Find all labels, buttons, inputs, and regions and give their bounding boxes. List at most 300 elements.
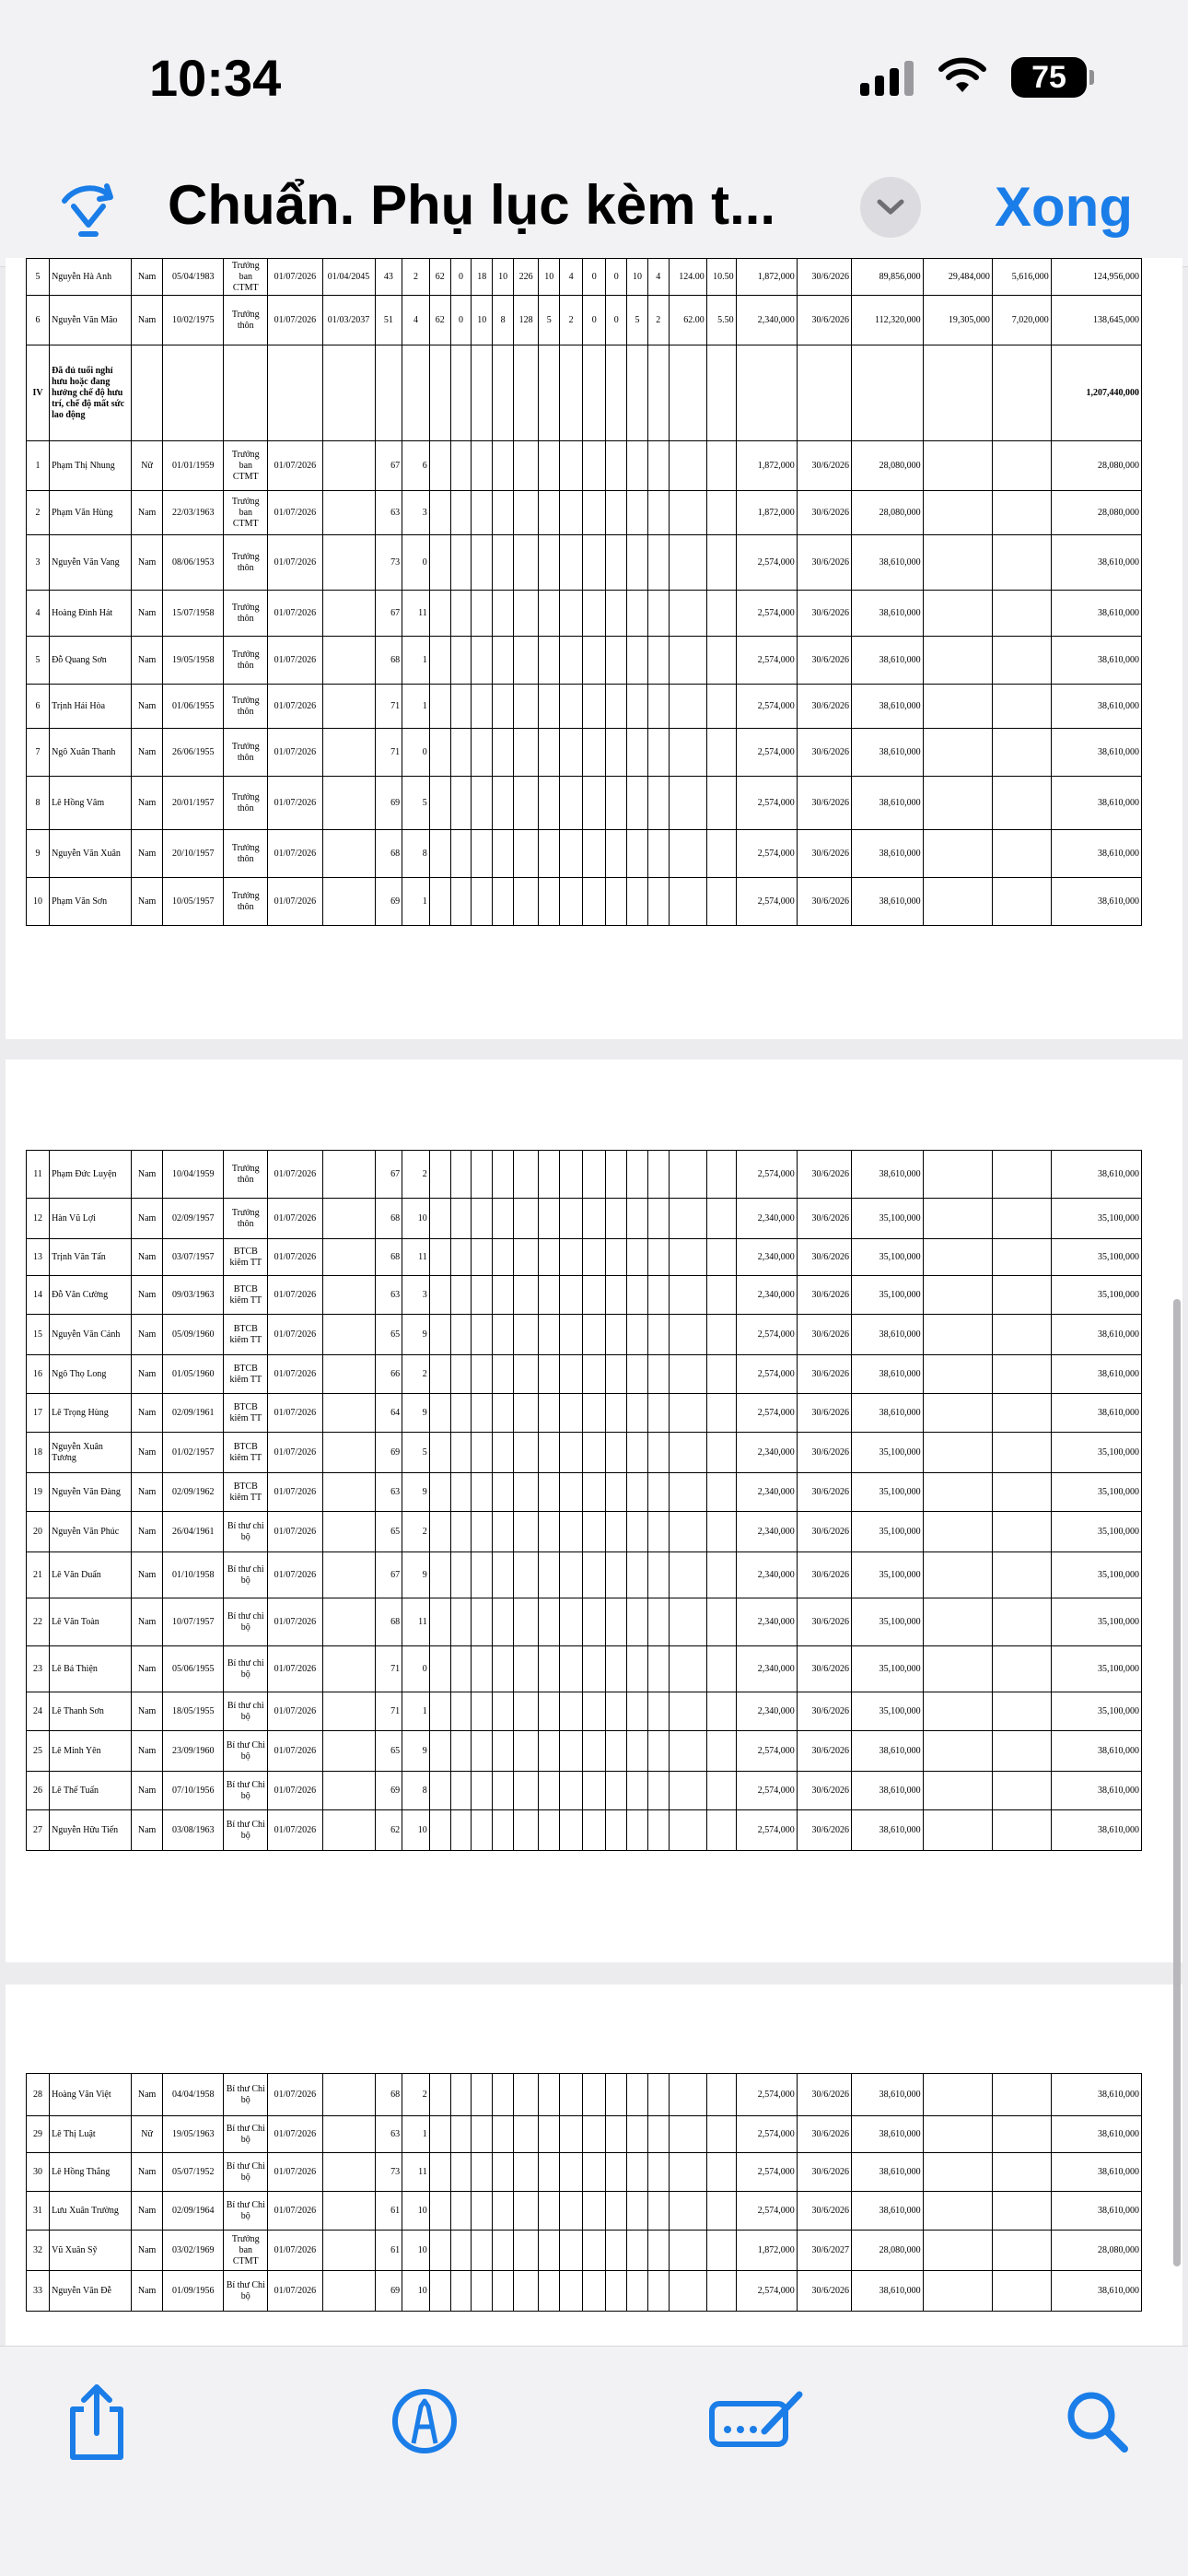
- table-cell: Lê Văn Duẩn: [50, 1552, 132, 1598]
- table-row: [27, 2271, 1142, 2312]
- table-cell: [450, 1552, 472, 1598]
- table-cell: 30/6/2026: [797, 1276, 851, 1315]
- table-cell: [429, 1276, 450, 1315]
- pdf-page-2: [6, 1060, 1182, 1962]
- table-cell: 69: [375, 1433, 402, 1473]
- table-cell: [669, 637, 706, 685]
- table-cell: Nguyễn Hà Anh: [50, 259, 132, 296]
- table-cell: Trưởng ban CTMT: [224, 2231, 268, 2271]
- cellular-signal-icon: [860, 59, 914, 96]
- table-cell: 35,100,000: [852, 1276, 924, 1315]
- table-cell: [583, 2153, 606, 2192]
- table-cell: [669, 345, 706, 441]
- table-cell: [472, 685, 493, 729]
- table-cell: 15: [27, 1315, 50, 1355]
- table-cell: 2,340,000: [736, 1433, 797, 1473]
- table-cell: 01/02/1957: [163, 1433, 224, 1473]
- table-cell: [322, 1598, 375, 1646]
- table-cell: Nguyễn Văn Vang: [50, 535, 132, 591]
- table-cell: 13: [27, 1239, 50, 1276]
- table-cell: [493, 637, 514, 685]
- table-cell: 01/07/2026: [268, 830, 322, 878]
- table-row: [27, 535, 1142, 591]
- table-cell: 30/6/2026: [797, 1315, 851, 1355]
- table-cell: [627, 2231, 648, 2271]
- table-cell: 21: [27, 1552, 50, 1598]
- table-cell: 0: [583, 259, 606, 296]
- table-cell: [513, 1598, 538, 1646]
- table-cell: 10: [472, 296, 493, 345]
- table-cell: 0: [450, 296, 472, 345]
- table-cell: Nam: [132, 1692, 163, 1731]
- table-cell: 2: [402, 259, 430, 296]
- table-cell: 01/07/2026: [268, 1473, 322, 1512]
- table-cell: [923, 2153, 992, 2192]
- table-cell: [429, 878, 450, 926]
- table-cell: [647, 1598, 669, 1646]
- table-cell: 01/07/2026: [268, 2116, 322, 2153]
- table-cell: [583, 1598, 606, 1646]
- table-cell: [706, 1473, 736, 1512]
- table-cell: 71: [375, 685, 402, 729]
- table-cell: [627, 1315, 648, 1355]
- table-cell: 66: [375, 1355, 402, 1394]
- table-cell: [513, 1552, 538, 1598]
- table-cell: [647, 1276, 669, 1315]
- table-cell: [923, 2074, 992, 2116]
- table-cell: Nam: [132, 2271, 163, 2312]
- table-cell: IV: [27, 345, 50, 441]
- table-cell: 19/05/1963: [163, 2116, 224, 2153]
- table-cell: [706, 1239, 736, 1276]
- table-cell: 4: [647, 259, 669, 296]
- table-cell: [992, 777, 1051, 830]
- table-row: [27, 1731, 1142, 1772]
- table-cell: Lê Thế Tuấn: [50, 1772, 132, 1810]
- table-cell: [992, 1355, 1051, 1394]
- table-cell: 10/02/1975: [163, 296, 224, 345]
- table-cell: 2,574,000: [736, 830, 797, 878]
- table-cell: 10: [402, 2271, 430, 2312]
- table-cell: [493, 1598, 514, 1646]
- table-cell: [513, 1199, 538, 1239]
- table-cell: 01/07/2026: [268, 2271, 322, 2312]
- table-cell: 2,574,000: [736, 637, 797, 685]
- table-cell: 67: [375, 441, 402, 491]
- markup-pen-icon: [390, 2386, 460, 2456]
- table-cell: 2: [27, 491, 50, 535]
- table-cell: 01/07/2026: [268, 296, 322, 345]
- table-cell: [627, 2116, 648, 2153]
- table-cell: 12: [27, 1199, 50, 1239]
- table-cell: 20/01/1957: [163, 777, 224, 830]
- table-cell: [493, 535, 514, 591]
- table-cell: [493, 1731, 514, 1772]
- table-cell: [450, 1199, 472, 1239]
- table-cell: [322, 777, 375, 830]
- table-cell: [450, 1731, 472, 1772]
- table-cell: [493, 1772, 514, 1810]
- table-cell: 2,574,000: [736, 2116, 797, 2153]
- table-cell: 11: [402, 1239, 430, 1276]
- table-cell: 30/6/2026: [797, 637, 851, 685]
- table-cell: 6: [27, 296, 50, 345]
- table-cell: 38,610,000: [852, 2192, 924, 2231]
- allowance-table-page-3: [26, 2073, 1142, 2312]
- share-button[interactable]: [55, 2380, 138, 2463]
- table-cell: Nam: [132, 1473, 163, 1512]
- table-cell: [322, 2116, 375, 2153]
- table-cell: Bí thư Chi bộ: [224, 2192, 268, 2231]
- table-cell: [706, 345, 736, 441]
- table-cell: [706, 1646, 736, 1692]
- table-cell: [647, 2271, 669, 2312]
- table-cell: 2: [647, 296, 669, 345]
- table-cell: [992, 1810, 1051, 1851]
- table-cell: [539, 2074, 560, 2116]
- table-cell: [706, 2271, 736, 2312]
- table-cell: 30/6/2026: [797, 2116, 851, 2153]
- table-cell: 19: [27, 1473, 50, 1512]
- table-cell: [923, 729, 992, 777]
- table-cell: [560, 591, 583, 637]
- table-cell: [606, 491, 627, 535]
- table-cell: [539, 1552, 560, 1598]
- table-cell: 11: [402, 2153, 430, 2192]
- table-cell: [647, 1772, 669, 1810]
- table-cell: 67: [375, 591, 402, 637]
- done-button[interactable]: Xong: [995, 176, 1133, 238]
- table-row: [27, 830, 1142, 878]
- table-cell: Nguyễn Văn Đàng: [50, 1473, 132, 1512]
- share-icon: [60, 2380, 134, 2463]
- table-cell: [429, 637, 450, 685]
- table-cell: [429, 830, 450, 878]
- table-cell: [322, 1151, 375, 1199]
- table-cell: [647, 830, 669, 878]
- table-cell: [583, 591, 606, 637]
- table-cell: [450, 1355, 472, 1394]
- table-cell: [493, 1692, 514, 1731]
- table-cell: [322, 1239, 375, 1276]
- table-cell: [450, 2231, 472, 2271]
- table-cell: [606, 1394, 627, 1433]
- table-cell: [472, 1433, 493, 1473]
- table-cell: 9: [402, 1315, 430, 1355]
- table-cell: [472, 2116, 493, 2153]
- table-cell: [560, 1239, 583, 1276]
- table-cell: [706, 1598, 736, 1646]
- table-cell: [322, 1394, 375, 1433]
- table-cell: [429, 1598, 450, 1646]
- table-cell: 38,610,000: [852, 1731, 924, 1772]
- table-cell: [450, 441, 472, 491]
- table-cell: Nguyễn Văn Xuân: [50, 830, 132, 878]
- table-cell: [606, 1473, 627, 1512]
- table-cell: Vũ Xuân Sỹ: [50, 2231, 132, 2271]
- table-cell: 35,100,000: [1051, 1433, 1141, 1473]
- table-cell: [923, 1731, 992, 1772]
- table-cell: [706, 491, 736, 535]
- table-cell: Nam: [132, 1151, 163, 1199]
- table-cell: [429, 1552, 450, 1598]
- table-cell: [647, 1731, 669, 1772]
- table-cell: [472, 1355, 493, 1394]
- table-cell: 65: [375, 1512, 402, 1552]
- table-cell: [669, 2271, 706, 2312]
- table-cell: [472, 1276, 493, 1315]
- table-cell: [322, 1731, 375, 1772]
- table-cell: [923, 777, 992, 830]
- table-cell: 0: [583, 296, 606, 345]
- table-cell: [583, 830, 606, 878]
- table-cell: [627, 1552, 648, 1598]
- table-cell: [560, 777, 583, 830]
- table-cell: Trưởng thôn: [224, 878, 268, 926]
- table-cell: Nam: [132, 830, 163, 878]
- table-cell: [322, 878, 375, 926]
- table-cell: [560, 1473, 583, 1512]
- table-cell: 2,574,000: [736, 1315, 797, 1355]
- table-row: [27, 1276, 1142, 1315]
- table-row: [27, 2192, 1142, 2231]
- table-cell: 30/6/2026: [797, 777, 851, 830]
- table-cell: 35,100,000: [852, 1512, 924, 1552]
- table-cell: [647, 637, 669, 685]
- table-cell: [322, 2192, 375, 2231]
- table-cell: Lê Thanh Sơn: [50, 1692, 132, 1731]
- table-cell: 63: [375, 2116, 402, 2153]
- table-cell: 1,872,000: [736, 441, 797, 491]
- table-cell: 28,080,000: [1051, 491, 1141, 535]
- table-cell: [647, 1552, 669, 1598]
- table-cell: 01/07/2026: [268, 2153, 322, 2192]
- table-cell: 38,610,000: [852, 2074, 924, 2116]
- table-cell: [627, 491, 648, 535]
- table-cell: 01/07/2026: [268, 1810, 322, 1851]
- table-cell: 43: [375, 259, 402, 296]
- table-cell: [560, 1598, 583, 1646]
- table-cell: 38,610,000: [1051, 729, 1141, 777]
- table-cell: [163, 345, 224, 441]
- table-cell: [560, 2192, 583, 2231]
- table-cell: [706, 2074, 736, 2116]
- table-cell: Nam: [132, 2153, 163, 2192]
- table-row: [27, 1598, 1142, 1646]
- scroll-indicator[interactable]: [1173, 1299, 1181, 2266]
- markup-arrow-icon[interactable]: [55, 175, 122, 241]
- table-cell: 30/6/2026: [797, 830, 851, 878]
- table-cell: [322, 637, 375, 685]
- table-cell: [606, 2271, 627, 2312]
- table-cell: [923, 2192, 992, 2231]
- table-cell: 2,574,000: [736, 535, 797, 591]
- table-cell: [539, 637, 560, 685]
- table-cell: 05/06/1955: [163, 1646, 224, 1692]
- table-row: [27, 1394, 1142, 1433]
- table-cell: 2,574,000: [736, 2074, 797, 2116]
- table-cell: [539, 1731, 560, 1772]
- table-cell: Nam: [132, 2192, 163, 2231]
- table-cell: [513, 1692, 538, 1731]
- document-viewer[interactable]: [0, 260, 1188, 2346]
- table-cell: [583, 637, 606, 685]
- table-cell: [450, 1151, 472, 1199]
- table-cell: [450, 1239, 472, 1276]
- table-cell: [669, 1552, 706, 1598]
- table-cell: 35,100,000: [1051, 1199, 1141, 1239]
- table-cell: 2,574,000: [736, 591, 797, 637]
- table-cell: [606, 1512, 627, 1552]
- table-cell: [992, 2074, 1051, 2116]
- table-cell: 9: [27, 830, 50, 878]
- table-cell: [560, 345, 583, 441]
- table-cell: Trưởng thôn: [224, 296, 268, 345]
- table-row: [27, 1151, 1142, 1199]
- table-cell: [992, 1473, 1051, 1512]
- table-cell: [450, 1433, 472, 1473]
- table-cell: 03/08/1963: [163, 1810, 224, 1851]
- allowance-table-page-2: [26, 1150, 1142, 1851]
- table-cell: [539, 1810, 560, 1851]
- table-cell: [583, 878, 606, 926]
- table-cell: [493, 878, 514, 926]
- table-cell: 38,610,000: [852, 1355, 924, 1394]
- table-cell: Ngô Thọ Long: [50, 1355, 132, 1394]
- table-cell: [669, 1772, 706, 1810]
- table-cell: [450, 535, 472, 591]
- table-cell: 30/6/2026: [797, 535, 851, 591]
- table-cell: [322, 1512, 375, 1552]
- markup-button[interactable]: [383, 2380, 466, 2463]
- table-cell: 64: [375, 1394, 402, 1433]
- table-cell: Bí thư Chi bộ: [224, 2153, 268, 2192]
- table-cell: [429, 1355, 450, 1394]
- table-cell: Hoàng Đình Hát: [50, 591, 132, 637]
- table-cell: 62.00: [669, 296, 706, 345]
- table-cell: [992, 1731, 1051, 1772]
- table-cell: [923, 1473, 992, 1512]
- table-cell: [493, 685, 514, 729]
- table-cell: 61: [375, 2192, 402, 2231]
- table-cell: 35,100,000: [1051, 1692, 1141, 1731]
- signature-button[interactable]: [707, 2380, 809, 2463]
- table-cell: [583, 1772, 606, 1810]
- table-cell: 38,610,000: [1051, 777, 1141, 830]
- table-cell: [583, 1552, 606, 1598]
- table-cell: 67: [375, 1552, 402, 1598]
- table-cell: [322, 1199, 375, 1239]
- table-cell: [923, 1598, 992, 1646]
- table-cell: [493, 1810, 514, 1851]
- table-cell: [923, 1772, 992, 1810]
- table-cell: [627, 777, 648, 830]
- table-cell: [669, 441, 706, 491]
- table-cell: [450, 729, 472, 777]
- table-cell: [539, 2153, 560, 2192]
- table-cell: [429, 685, 450, 729]
- table-cell: [472, 1692, 493, 1731]
- table-cell: [513, 345, 538, 441]
- table-cell: Đỗ Văn Cường: [50, 1276, 132, 1315]
- table-cell: 18: [27, 1433, 50, 1473]
- table-cell: 2,574,000: [736, 2192, 797, 2231]
- table-cell: [472, 1552, 493, 1598]
- table-cell: [560, 441, 583, 491]
- table-cell: [472, 637, 493, 685]
- table-cell: 38,610,000: [1051, 685, 1141, 729]
- table-cell: [539, 1598, 560, 1646]
- table-cell: [560, 535, 583, 591]
- battery-icon: 75: [1011, 57, 1087, 98]
- table-cell: 26/04/1961: [163, 1512, 224, 1552]
- table-cell: Nam: [132, 1512, 163, 1552]
- table-cell: Trưởng thôn: [224, 535, 268, 591]
- table-cell: [450, 2192, 472, 2231]
- table-cell: 62: [429, 296, 450, 345]
- table-cell: [669, 2231, 706, 2271]
- table-cell: 5: [27, 259, 50, 296]
- table-cell: [706, 535, 736, 591]
- table-cell: [450, 1646, 472, 1692]
- table-cell: Trịnh Hải Hòa: [50, 685, 132, 729]
- table-cell: [923, 830, 992, 878]
- table-cell: 4: [402, 296, 430, 345]
- table-cell: 1,207,440,000: [1051, 345, 1141, 441]
- table-cell: [472, 2192, 493, 2231]
- table-cell: 3: [402, 1276, 430, 1315]
- table-cell: Nam: [132, 2074, 163, 2116]
- table-cell: [647, 2192, 669, 2231]
- table-cell: BTCB kiêm TT: [224, 1276, 268, 1315]
- table-cell: 1: [27, 441, 50, 491]
- table-cell: 5: [627, 296, 648, 345]
- table-cell: 10: [402, 2231, 430, 2271]
- table-cell: [450, 1598, 472, 1646]
- table-cell: [429, 777, 450, 830]
- table-cell: Lê Hồng Vâm: [50, 777, 132, 830]
- table-cell: 0: [402, 535, 430, 591]
- table-cell: 68: [375, 1199, 402, 1239]
- table-cell: [923, 345, 992, 441]
- table-cell: Hoàng Văn Việt: [50, 2074, 132, 2116]
- table-cell: 0: [606, 296, 627, 345]
- table-cell: [322, 491, 375, 535]
- table-cell: [606, 1552, 627, 1598]
- table-cell: [472, 535, 493, 591]
- table-cell: 10.50: [706, 259, 736, 296]
- table-row: [27, 878, 1142, 926]
- table-cell: [627, 1646, 648, 1692]
- table-cell: [450, 345, 472, 441]
- table-cell: [669, 1512, 706, 1552]
- table-cell: 73: [375, 2153, 402, 2192]
- table-cell: [429, 1394, 450, 1433]
- table-cell: [513, 777, 538, 830]
- table-cell: [493, 1394, 514, 1433]
- search-button[interactable]: [1055, 2380, 1138, 2463]
- table-cell: [669, 535, 706, 591]
- table-cell: [560, 1552, 583, 1598]
- table-cell: 23: [27, 1646, 50, 1692]
- table-cell: 35,100,000: [852, 1199, 924, 1239]
- table-cell: [539, 591, 560, 637]
- title-menu-button[interactable]: [860, 177, 921, 238]
- table-cell: 38,610,000: [1051, 1810, 1141, 1851]
- table-cell: 35,100,000: [852, 1598, 924, 1646]
- nav-bar: [0, 138, 1188, 267]
- table-cell: [450, 1473, 472, 1512]
